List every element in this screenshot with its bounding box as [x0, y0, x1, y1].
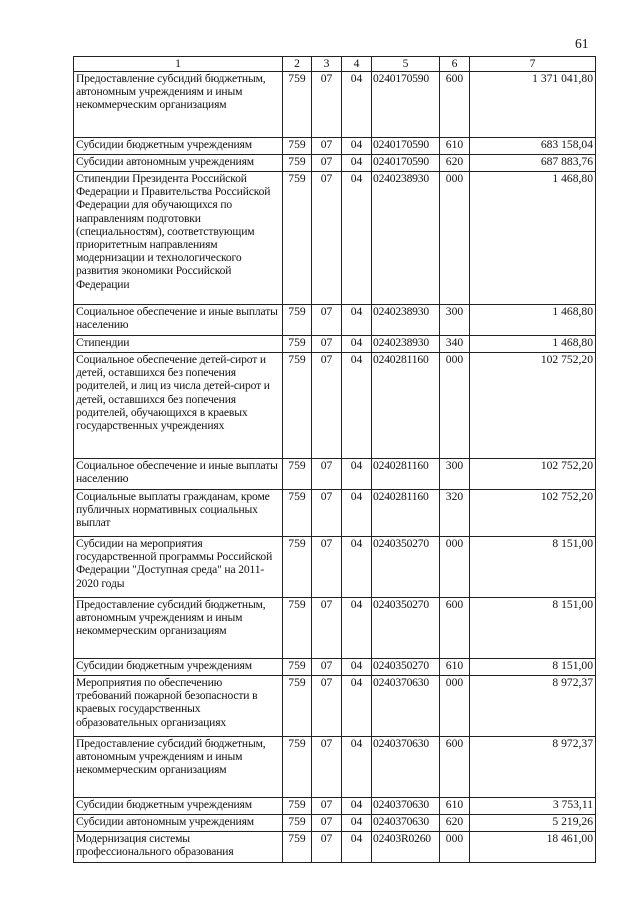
table-header-row: [74, 57, 596, 72]
header-col-7: 7: [470, 57, 596, 72]
row-subsection: 04: [342, 353, 372, 459]
header-col-1: 1: [74, 57, 283, 72]
row-target: 0240370630: [372, 676, 440, 737]
row-amount: 102 752,20: [470, 459, 596, 490]
row-target: 0240350270: [372, 659, 440, 676]
row-subsection: 04: [342, 798, 372, 815]
row-name: Социальное обеспечение и иные выплаты населению: [74, 459, 283, 490]
row-amount: 8 151,00: [470, 659, 596, 676]
row-subsection: 04: [342, 336, 372, 353]
table-row: [74, 72, 596, 138]
row-grbs: 759: [283, 676, 312, 737]
row-expense-type: 600: [440, 598, 470, 659]
row-amount: 5 219,26: [470, 815, 596, 832]
row-section: 07: [312, 172, 342, 305]
row-section: 07: [312, 598, 342, 659]
table-row: [74, 336, 596, 353]
row-expense-type: 340: [440, 336, 470, 353]
row-name: Субсидии бюджетным учреждениям: [74, 659, 283, 676]
row-amount: 1 468,80: [470, 305, 596, 336]
row-section: 07: [312, 659, 342, 676]
row-target: 0240281160: [372, 459, 440, 490]
row-amount: 8 151,00: [470, 537, 596, 598]
row-subsection: 04: [342, 832, 372, 863]
row-subsection: 04: [342, 155, 372, 172]
row-amount: 687 883,76: [470, 155, 596, 172]
row-target: 0240370630: [372, 737, 440, 798]
row-section: 07: [312, 798, 342, 815]
row-section: 07: [312, 138, 342, 155]
row-amount: 8 151,00: [470, 598, 596, 659]
row-expense-type: 600: [440, 737, 470, 798]
row-section: 07: [312, 305, 342, 336]
row-amount: 102 752,20: [470, 353, 596, 459]
row-amount: 8 972,37: [470, 676, 596, 737]
table-row: [74, 798, 596, 815]
row-section: 07: [312, 737, 342, 798]
row-target: 0240170590: [372, 72, 440, 138]
row-target: 0240281160: [372, 490, 440, 537]
table-row: [74, 155, 596, 172]
row-subsection: 04: [342, 537, 372, 598]
row-grbs: 759: [283, 353, 312, 459]
row-target: 0240370630: [372, 798, 440, 815]
row-section: 07: [312, 353, 342, 459]
row-subsection: 04: [342, 737, 372, 798]
row-grbs: 759: [283, 815, 312, 832]
header-col-4: 4: [342, 57, 372, 72]
row-expense-type: 000: [440, 832, 470, 863]
row-section: 07: [312, 336, 342, 353]
row-grbs: 759: [283, 459, 312, 490]
row-amount: 3 753,11: [470, 798, 596, 815]
row-name: Субсидии бюджетным учреждениям: [74, 138, 283, 155]
row-expense-type: 600: [440, 72, 470, 138]
row-expense-type: 610: [440, 659, 470, 676]
table-row: [74, 659, 596, 676]
row-amount: 18 461,00: [470, 832, 596, 863]
budget-table: [73, 56, 596, 863]
row-grbs: 759: [283, 537, 312, 598]
table-row: [74, 353, 596, 459]
row-name: Субсидии автономным учреждениям: [74, 155, 283, 172]
row-grbs: 759: [283, 305, 312, 336]
row-grbs: 759: [283, 155, 312, 172]
row-expense-type: 610: [440, 798, 470, 815]
row-expense-type: 300: [440, 305, 470, 336]
row-subsection: 04: [342, 490, 372, 537]
row-amount: 1 468,80: [470, 172, 596, 305]
row-expense-type: 320: [440, 490, 470, 537]
row-name: Мероприятия по обеспечению требований пожарной безопасности в краевых государственных образовательных организациях: [74, 676, 283, 737]
header-col-6: 6: [440, 57, 470, 72]
table-row: [74, 832, 596, 863]
row-section: 07: [312, 72, 342, 138]
table-row: [74, 598, 596, 659]
row-expense-type: 610: [440, 138, 470, 155]
row-expense-type: 300: [440, 459, 470, 490]
row-subsection: 04: [342, 659, 372, 676]
row-section: 07: [312, 490, 342, 537]
row-grbs: 759: [283, 490, 312, 537]
row-target: 0240350270: [372, 537, 440, 598]
row-amount: 8 972,37: [470, 737, 596, 798]
row-amount: 1 371 041,80: [470, 72, 596, 138]
table-row: [74, 138, 596, 155]
header-col-5: 5: [372, 57, 440, 72]
row-target: 0240170590: [372, 138, 440, 155]
row-subsection: 04: [342, 172, 372, 305]
row-name: Социальное обеспечение и иные выплаты населению: [74, 305, 283, 336]
table-row: [74, 172, 596, 305]
row-target: 02403R0260: [372, 832, 440, 863]
row-expense-type: 000: [440, 676, 470, 737]
row-grbs: 759: [283, 138, 312, 155]
row-target: 0240238930: [372, 172, 440, 305]
table-row: [74, 815, 596, 832]
row-subsection: 04: [342, 815, 372, 832]
row-section: 07: [312, 676, 342, 737]
row-section: 07: [312, 155, 342, 172]
row-grbs: 759: [283, 598, 312, 659]
row-amount: 1 468,80: [470, 336, 596, 353]
row-name: Социальные выплаты гражданам, кроме публичных нормативных социальных выплат: [74, 490, 283, 537]
row-grbs: 759: [283, 172, 312, 305]
row-name: Предоставление субсидий бюджетным, автономным учреждениям и иным некоммерческим организациям: [74, 72, 283, 138]
row-section: 07: [312, 832, 342, 863]
row-name: Стипендии Президента Российской Федерации и Правительства Российской Федерации для обучающихся по направлениям подготовки (специальностям), соответствующим приоритетным направлениям модернизации и технологического развития экономики Российской Федерации: [74, 172, 283, 305]
row-subsection: 04: [342, 305, 372, 336]
row-target: 0240350270: [372, 598, 440, 659]
row-name: Стипендии: [74, 336, 283, 353]
row-grbs: 759: [283, 832, 312, 863]
row-expense-type: 000: [440, 537, 470, 598]
row-section: 07: [312, 459, 342, 490]
table-row: [74, 537, 596, 598]
row-name: Субсидии бюджетным учреждениям: [74, 798, 283, 815]
header-col-3: 3: [312, 57, 342, 72]
row-target: 0240238930: [372, 336, 440, 353]
row-grbs: 759: [283, 737, 312, 798]
row-section: 07: [312, 815, 342, 832]
row-name: Предоставление субсидий бюджетным, автономным учреждениям и иным некоммерческим организациям: [74, 598, 283, 659]
row-subsection: 04: [342, 598, 372, 659]
row-grbs: 759: [283, 659, 312, 676]
row-target: 0240370630: [372, 815, 440, 832]
row-target: 0240281160: [372, 353, 440, 459]
row-grbs: 759: [283, 336, 312, 353]
row-grbs: 759: [283, 798, 312, 815]
row-expense-type: 000: [440, 172, 470, 305]
table-row: [74, 676, 596, 737]
header-col-2: 2: [283, 57, 312, 72]
row-grbs: 759: [283, 72, 312, 138]
row-amount: 102 752,20: [470, 490, 596, 537]
row-name: Модернизация системы профессионального образования: [74, 832, 283, 863]
row-subsection: 04: [342, 459, 372, 490]
row-name: Субсидии автономным учреждениям: [74, 815, 283, 832]
row-expense-type: 620: [440, 815, 470, 832]
table-row: [74, 305, 596, 336]
row-amount: 683 158,04: [470, 138, 596, 155]
row-name: Субсидии на мероприятия государственной программы Российской Федерации "Доступная среда" на 2011-2020 годы: [74, 537, 283, 598]
row-expense-type: 000: [440, 353, 470, 459]
row-subsection: 04: [342, 676, 372, 737]
row-subsection: 04: [342, 138, 372, 155]
row-expense-type: 620: [440, 155, 470, 172]
row-name: Социальное обеспечение детей-сирот и детей, оставшихся без попечения родителей, и лиц из числа детей-сирот и детей, оставшихся без попечения родителей, обучающихся в краевых государственных учреждениях: [74, 353, 283, 459]
row-section: 07: [312, 537, 342, 598]
row-target: 0240170590: [372, 155, 440, 172]
table-row: [74, 737, 596, 798]
row-name: Предоставление субсидий бюджетным, автономным учреждениям и иным некоммерческим организациям: [74, 737, 283, 798]
row-target: 0240238930: [372, 305, 440, 336]
page-number: 61: [575, 36, 589, 51]
row-subsection: 04: [342, 72, 372, 138]
table-row: [74, 490, 596, 537]
table-row: [74, 459, 596, 490]
